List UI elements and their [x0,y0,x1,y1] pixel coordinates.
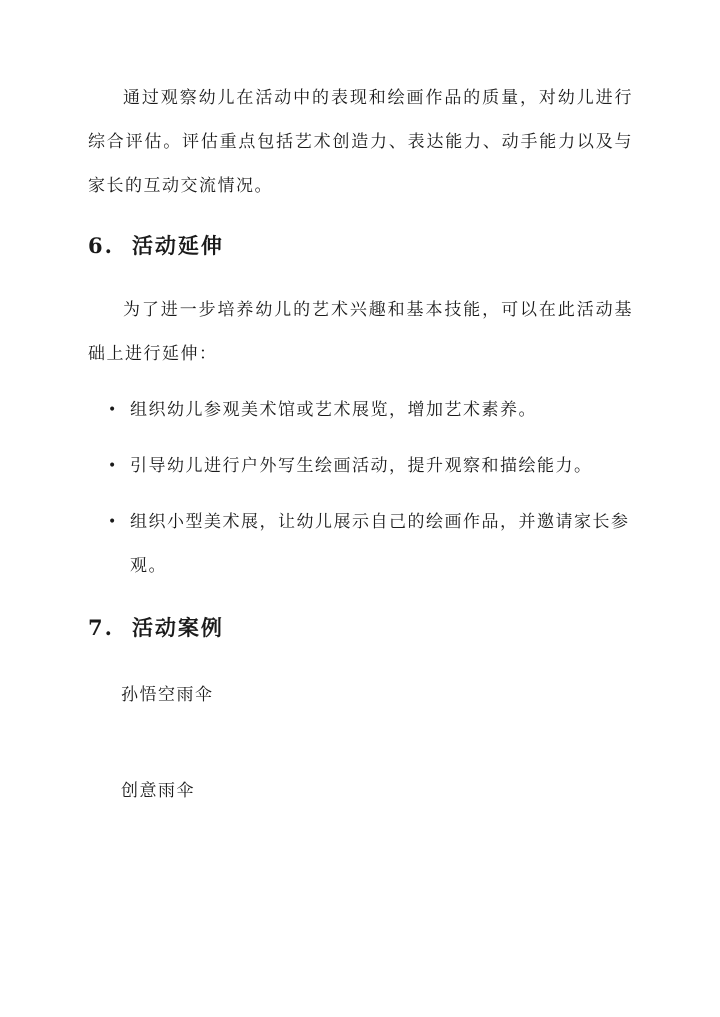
list-item [88,500,633,588]
section-7-title: 活动案例 [131,616,224,640]
bullet-icon: • [108,402,118,418]
list-item-text: 组织小型美术展，让幼儿展示自己的绘画作品，并邀请家长参观。 [130,512,630,576]
intro-paragraph: 通过观察幼儿在活动中的表现和绘画作品的质量，对幼儿进行综合评估。评估重点包括艺术创造力、表达能力、动手能力以及与家长的互动交流情况。 [88,88,633,196]
list-item [88,388,633,432]
case-item: 创意雨伞 [121,781,195,801]
section-6-title: 活动延伸 [131,234,224,258]
bullet-icon: • [108,514,118,530]
section-6-paragraph: 为了进一步培养幼儿的艺术兴趣和基本技能，可以在此活动基础上进行延伸： [88,300,633,364]
section-7-heading [88,612,224,642]
extension-list [88,388,633,600]
section-6-heading [88,230,224,260]
list-item-text: 组织幼儿参观美术馆或艺术展览，增加艺术素养。 [130,400,537,420]
case-item: 孙悟空雨伞 [121,685,214,705]
list-item-text: 引导幼儿进行户外写生绘画活动，提升观察和描绘能力。 [130,456,593,476]
section-6-number: 6. [88,233,114,258]
section-7-number: 7. [88,615,114,640]
list-item [88,444,633,488]
bullet-icon: • [108,458,118,474]
